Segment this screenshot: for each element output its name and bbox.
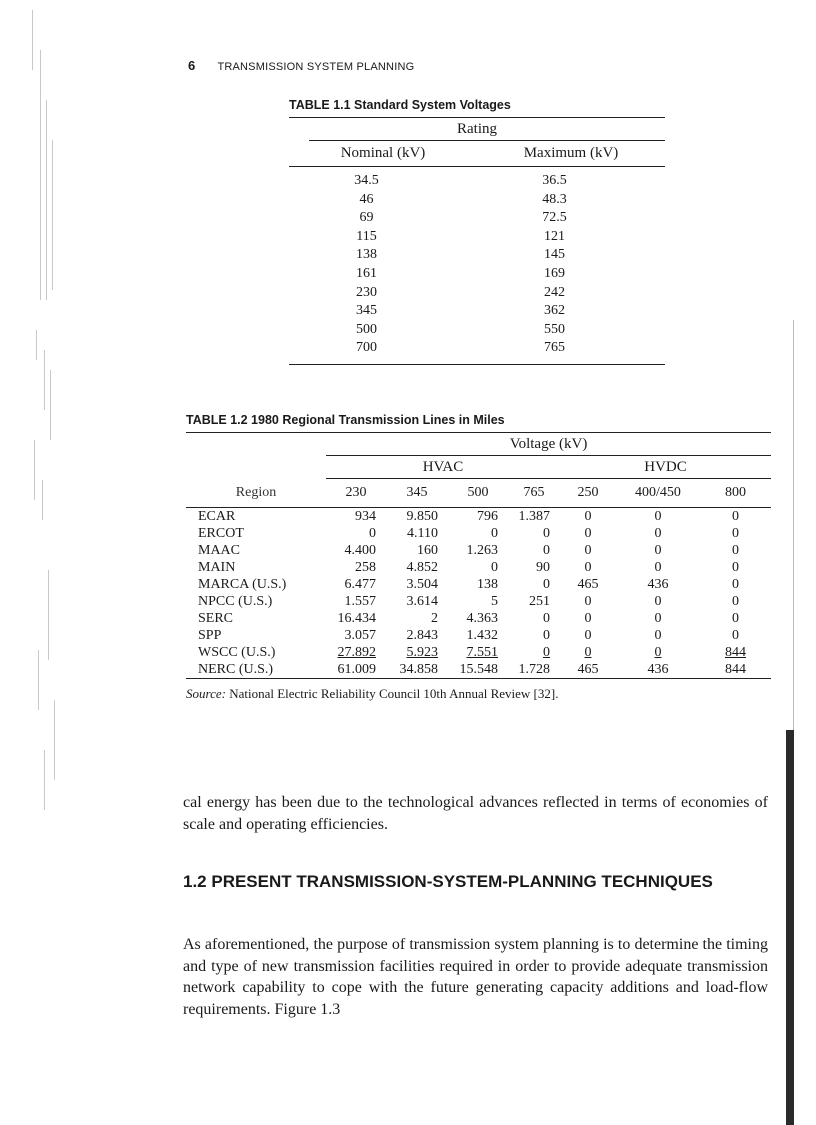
cell: 0 (584, 509, 592, 524)
cell: 7.551 (466, 645, 498, 660)
col-345: 345 (386, 479, 448, 508)
table-row (186, 627, 771, 644)
cell: 0 (543, 543, 550, 558)
col-230: 230 (326, 479, 386, 508)
cell: 500 (356, 321, 377, 337)
cell: 844 (725, 662, 746, 677)
table-row (289, 209, 665, 228)
table-row (289, 339, 665, 358)
table-row (289, 284, 665, 303)
cell: 1.728 (518, 662, 550, 677)
cell: 251 (529, 594, 550, 609)
table-row (186, 610, 771, 627)
voltage-header: Voltage (kV) (186, 433, 771, 456)
cell: 3.504 (406, 577, 438, 592)
hvdc-header: HVDC (560, 456, 771, 479)
cell: 115 (356, 228, 377, 244)
table-row (289, 265, 665, 284)
cell: 362 (544, 303, 565, 319)
cell: 844 (725, 645, 746, 660)
cell: 0 (543, 628, 550, 643)
region-cell: SERC (198, 611, 234, 626)
region-cell: MAIN (198, 560, 236, 575)
table-1-2-caption: TABLE 1.2 1980 Regional Transmission Lines in Miles (186, 413, 505, 427)
table-source-note (186, 686, 771, 702)
cell: 121 (544, 228, 565, 244)
cell: 5.923 (406, 645, 438, 660)
cell: 465 (577, 577, 599, 592)
cell: 9.850 (406, 509, 438, 524)
cell: 0 (654, 628, 662, 643)
cell: 2 (431, 611, 438, 626)
cell: 2.843 (406, 628, 438, 643)
cell: 16.434 (337, 611, 376, 626)
cell: 796 (477, 509, 498, 524)
source-label: Source: (186, 686, 226, 701)
cell: 27.892 (337, 645, 376, 660)
cell: 0 (543, 526, 550, 541)
cell: 700 (356, 340, 377, 356)
region-cell: ERCOT (198, 526, 244, 541)
cell: 145 (544, 247, 565, 263)
region-cell: ECAR (198, 509, 236, 524)
maximum-header: Maximum (kV) (523, 145, 619, 161)
region-cell: WSCC (U.S.) (198, 645, 276, 660)
cell: 0 (491, 526, 498, 541)
region-header: Region (186, 479, 326, 508)
col-500: 500 (448, 479, 508, 508)
scan-edge-right (782, 320, 798, 1120)
cell: 90 (536, 560, 550, 575)
table-row (186, 661, 771, 679)
cell: 0 (584, 611, 592, 626)
table-row (289, 321, 665, 340)
page-number: 6 (188, 58, 196, 73)
regional-lines-table (186, 432, 771, 679)
cell: 0 (654, 645, 662, 660)
cell: 72.5 (542, 210, 567, 226)
col-765: 765 (508, 479, 560, 508)
cell: 34.5 (354, 173, 379, 188)
cell: 242 (544, 284, 565, 300)
table-row (186, 559, 771, 576)
col-250: 250 (560, 479, 616, 508)
table-row (289, 191, 665, 210)
cell: 4.110 (407, 526, 438, 541)
cell: 0 (584, 594, 592, 609)
cell: 0 (732, 628, 739, 643)
cell: 0 (584, 543, 592, 558)
cell: 15.548 (459, 662, 498, 677)
cell: 1.557 (344, 594, 376, 609)
cell: 61.009 (337, 662, 376, 677)
cell: 465 (577, 662, 599, 677)
cell: 0 (584, 526, 592, 541)
cell: 138 (477, 577, 498, 592)
cell: 0 (654, 560, 662, 575)
table-row (186, 542, 771, 559)
cell: 6.477 (344, 577, 376, 592)
table-row (289, 228, 665, 247)
source-text: National Electric Reliability Council 10th Annual Review [32]. (229, 686, 559, 701)
cell: 4.852 (406, 560, 438, 575)
cell: 0 (654, 543, 662, 558)
cell: 34.858 (399, 662, 438, 677)
table-row (289, 302, 665, 321)
table-1-1 (289, 98, 665, 365)
body-paragraph-2: As aforementioned, the purpose of transmission system planning is to determine the timing and type of new transmission facilities required in order to provide adequate transmission network capability to cope with the future generating capacity additions and load-flow requirements. Figure 1.3 (183, 936, 768, 1018)
cell: 765 (544, 340, 565, 356)
region-cell: SPP (198, 628, 222, 643)
body-paragraph-1: cal energy has been due to the technological advances reflected in terms of economies of scale and operating efficiencies. (183, 794, 768, 833)
table-row (289, 172, 665, 191)
cell: 550 (544, 321, 565, 337)
scan-edge-left (28, 10, 78, 850)
cell: 0 (654, 526, 662, 541)
table-row (186, 644, 771, 661)
cell: 161 (356, 265, 377, 281)
table-row (186, 525, 771, 542)
region-cell: NPCC (U.S.) (198, 594, 273, 609)
cell: 0 (654, 509, 662, 524)
cell: 0 (543, 577, 550, 592)
cell: 4.363 (466, 611, 498, 626)
cell: 46 (359, 191, 374, 207)
cell: 0 (732, 560, 739, 575)
running-title: TRANSMISSION SYSTEM PLANNING (217, 61, 415, 73)
cell: 345 (356, 303, 377, 319)
cell: 436 (647, 662, 669, 677)
cell: 230 (356, 284, 377, 300)
cell: 436 (647, 577, 669, 592)
cell: 0 (654, 594, 662, 609)
cell: 0 (732, 526, 739, 541)
cell: 0 (584, 628, 592, 643)
nominal-header: Nominal (kV) (340, 145, 426, 161)
region-cell: MARCA (U.S.) (198, 577, 287, 592)
cell: 0 (732, 611, 739, 626)
cell: 3.057 (344, 628, 376, 643)
cell: 160 (417, 543, 438, 558)
cell: 0 (732, 543, 739, 558)
cell: 48.3 (542, 191, 567, 207)
region-cell: NERC (U.S.) (198, 662, 274, 677)
table-1-1-caption: TABLE 1.1 Standard System Voltages (289, 98, 511, 112)
hvac-header: HVAC (326, 456, 560, 479)
cell: 1.263 (466, 543, 498, 558)
col-400-450: 400/450 (616, 479, 700, 508)
cell: 0 (732, 509, 739, 524)
cell: 934 (355, 509, 376, 524)
table-row (289, 246, 665, 265)
cell: 3.614 (406, 594, 438, 609)
cell: 1.432 (466, 628, 498, 643)
cell: 0 (543, 611, 550, 626)
running-head (188, 58, 414, 73)
cell: 0 (584, 560, 592, 575)
table-1-1-body (289, 167, 665, 364)
cell: 258 (355, 560, 376, 575)
cell: 0 (732, 577, 739, 592)
cell: 0 (584, 645, 592, 660)
rating-header: Rating (457, 121, 497, 137)
cell: 4.400 (344, 543, 376, 558)
cell: 0 (732, 594, 739, 609)
cell: 0 (491, 560, 498, 575)
table-1-2 (186, 413, 771, 702)
cell: 1.387 (518, 509, 550, 524)
cell: 5 (491, 594, 498, 609)
cell: 138 (356, 247, 377, 263)
cell: 36.5 (542, 173, 567, 188)
col-800: 800 (700, 479, 771, 508)
table-row (186, 576, 771, 593)
cell: 0 (369, 526, 376, 541)
section-heading: 1.2 PRESENT TRANSMISSION-SYSTEM-PLANNING TECHNIQUES (183, 872, 713, 891)
table-row (186, 593, 771, 610)
region-cell: MAAC (198, 543, 241, 558)
table-row (186, 508, 771, 526)
cell: 0 (543, 645, 550, 660)
cell: 0 (654, 611, 662, 626)
cell: 69 (359, 210, 374, 226)
cell: 169 (544, 265, 565, 281)
